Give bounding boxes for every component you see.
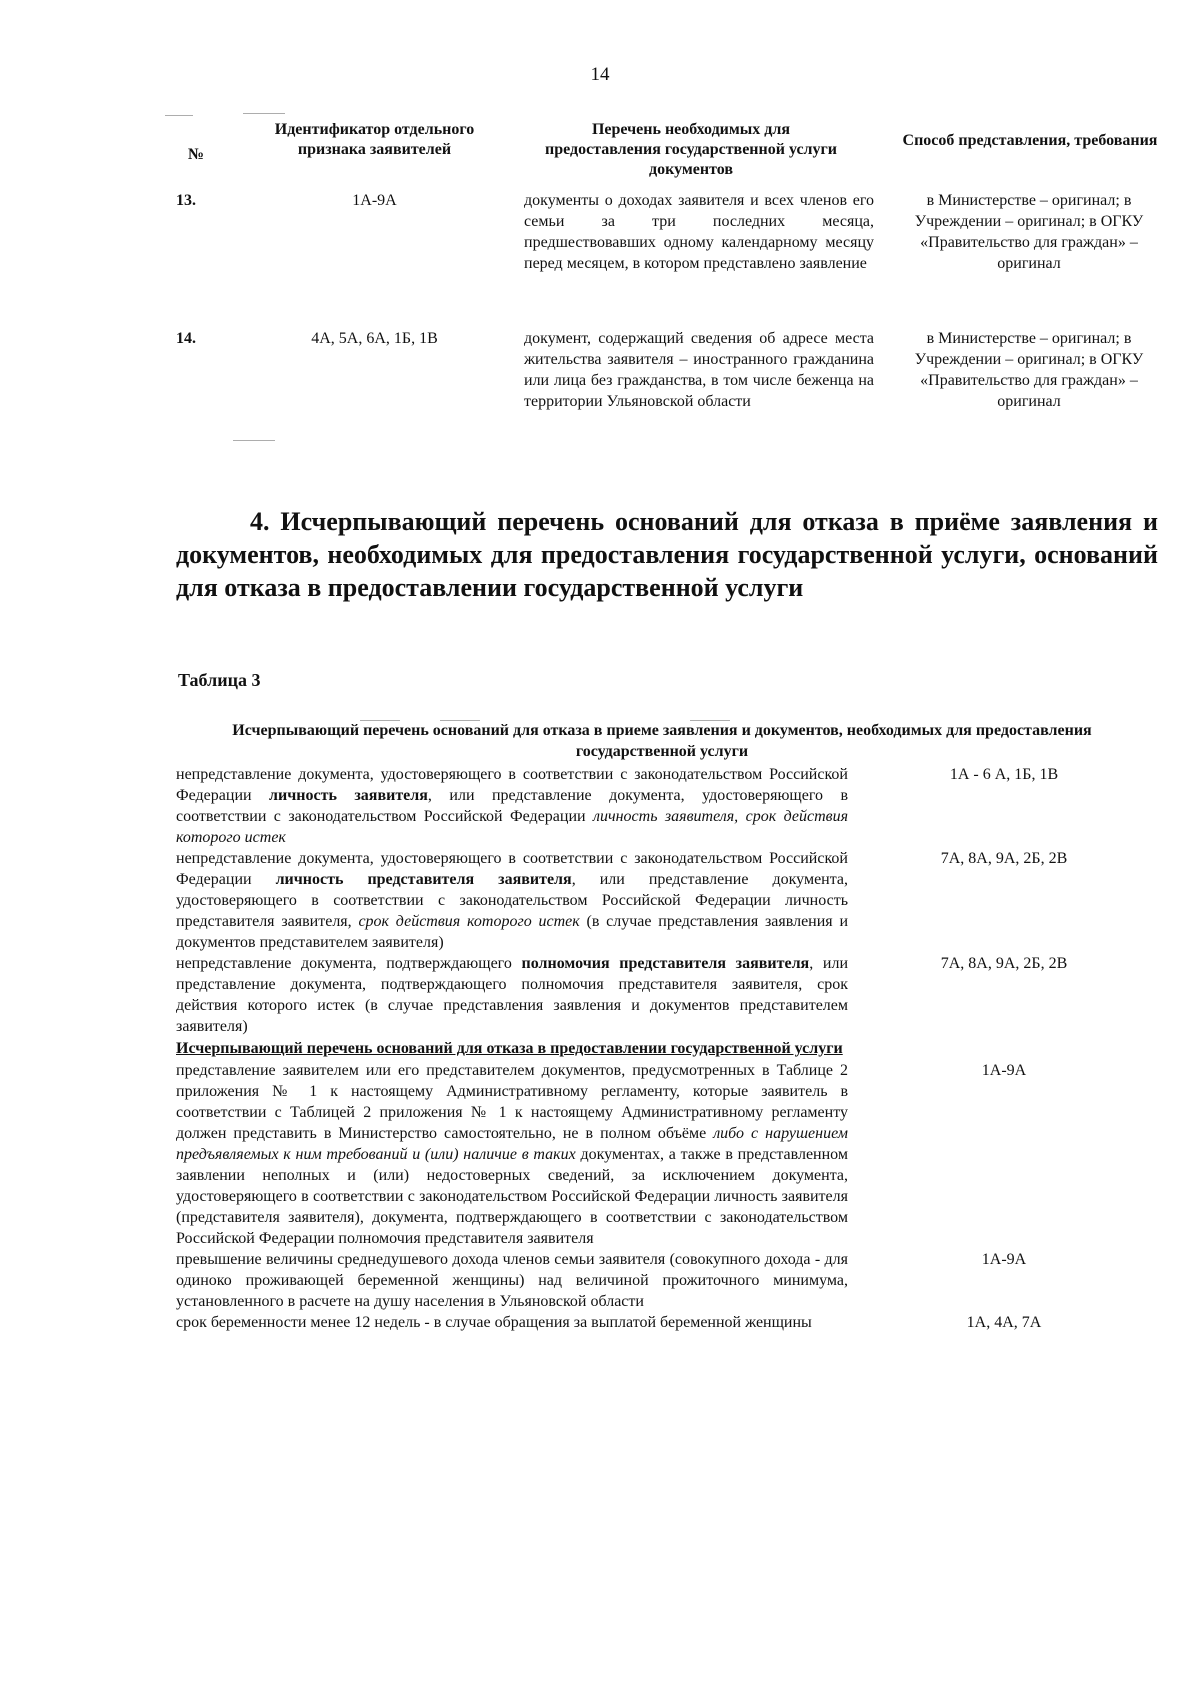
reason-text-part: непредставление документа, удостоверяющего в соответствии с законодательством Российской Федерации [176, 766, 848, 804]
table-label: Таблица 3 [178, 670, 261, 690]
applicant-codes: 1А, 4А, 7А [966, 1314, 1042, 1331]
table-row [176, 1249, 1176, 1312]
row-method: в Министерстве – оригинал; в Учреждении – оригинал; в ОГКУ «Правительство для граждан» – оригинал [914, 330, 1144, 410]
col-header-number: № [187, 146, 205, 163]
row-method: в Министерстве – оригинал; в Учреждении – оригинал; в ОГКУ «Правительство для граждан» – оригинал [914, 192, 1144, 272]
reason-text [176, 764, 848, 848]
reason-text [176, 953, 848, 1037]
reason-text-part: (в случае представления заявления и документов представителем заявителя) [176, 913, 848, 951]
row-number: 14. [176, 330, 196, 347]
row-identifier: 1А-9А [352, 192, 397, 209]
reason-text-part: непредставление документа, подтверждающего [176, 955, 522, 972]
applicant-codes: 1А-9А [981, 1251, 1027, 1268]
row-document: документ, содержащий сведения об адресе места жительства заявителя – иностранного гражданина или лица без гражданства, в том числе беженца на территории Ульяновской области [524, 330, 874, 410]
table-row [176, 1312, 1176, 1333]
reason-text-part: личность заявителя, срок действия которого истек [176, 808, 849, 846]
refusal-reasons-provision [176, 1060, 1176, 1333]
scan-artifact [165, 115, 193, 116]
applicant-codes: 1А - 6 А, 1Б, 1В [949, 766, 1059, 783]
scan-artifact [233, 440, 275, 441]
table-row [176, 848, 1176, 953]
reason-text-part: личность заявителя [269, 787, 428, 804]
reason-text-part: срок действия которого истек [358, 913, 580, 930]
table-row [176, 1060, 1176, 1249]
reason-text-part: , или представление документа, подтверждающего полномочия представителя заявителя, срок действия которого истек (в случае представления заявления и документов представителем заявителя) [176, 955, 849, 1035]
row-number: 13. [176, 192, 196, 209]
reason-text [176, 1249, 848, 1312]
reason-text-part: либо с нарушением предъявляемых к ним требований и (или) наличие в таких [176, 1125, 848, 1163]
col-header-documents: Перечень необходимых для предоставления государственной услуги документов [544, 121, 838, 178]
section-heading: 4. Исчерпывающий перечень оснований для отказа в приёме заявления и документов, необходимых для предоставления государственной услуги, оснований для отказа в предоставлении государственной услуги [176, 507, 1158, 602]
reason-text-part: , или представление документа, удостоверяющего в соответствии с законодательством Российской Федерации личность представителя заявителя, [176, 871, 849, 930]
reason-text [176, 1312, 848, 1333]
subheading-refusal-provision: Исчерпывающий перечень оснований для отказа в предоставлении государственной услуги [176, 1040, 843, 1057]
refusal-reasons-reception [176, 764, 1176, 1037]
reason-text-part: срок беременности менее 12 недель - в случае обращения за выплатой беременной женщины [176, 1314, 812, 1331]
applicant-codes: 1А-9А [981, 1062, 1027, 1079]
applicant-codes: 7А, 8А, 9А, 2Б, 2В [940, 850, 1068, 867]
table-row [176, 764, 1176, 848]
row-document: документы о доходах заявителя и всех членов его семьи за три последних месяца, предшествовавших одному календарному месяцу перед месяцем, в котором представлено заявление [524, 192, 874, 272]
col-header-identifier: Идентификатор отдельного признака заявителей [274, 121, 475, 158]
reason-text-part: представление заявителем или его представителем документов, предусмотренных в Таблице 2 приложения № 1 к настоящему Административному регламенту, которые заявитель в соответствии с Таблицей 2 приложения № 1 к настоящему Административному регламенту должен представить в Министерство самостоятельно, не в полном объёме [176, 1062, 848, 1142]
applicant-codes: 7А, 8А, 9А, 2Б, 2В [940, 955, 1068, 972]
row-identifier: 4А, 5А, 6А, 1Б, 1В [311, 330, 438, 347]
reason-text [176, 848, 848, 953]
reason-text-part: полномочия представителя заявителя [521, 955, 810, 972]
table-row [176, 953, 1176, 1037]
reason-text-part: личность представителя заявителя [275, 871, 572, 888]
reason-text [176, 1060, 848, 1249]
reason-text-part: превышение величины среднедушевого дохода членов семьи заявителя (совокупного дохода - для одиноко проживающей беременной женщины) над величиной прожиточного минимума, установленного в расчете на душу населения в Ульяновской области [176, 1251, 848, 1310]
scan-artifact [243, 113, 285, 114]
col-header-method: Способ представления, требования [902, 132, 1158, 149]
reason-text-part: непредставление документа, удостоверяющего в соответствии с законодательством Российской Федерации [176, 850, 848, 888]
table-caption: Исчерпывающий перечень оснований для отказа в приеме заявления и документов, необходимых для предоставления государственной услуги [232, 722, 1092, 760]
reason-text-part: документах, а также в представленном заявлении неполных и (или) недостоверных сведений, за исключением документа, удостоверяющего в соответствии с законодательством Российской Федерации личность заявителя (представителя заявителя), документа, подтверждающего в соответствии с законодательством Российской Федерации полномочия представителя заявителя [176, 1146, 848, 1247]
reason-text-part: , или представление документа, удостоверяющего в соответствии с законодательством Российской Федерации [176, 787, 849, 825]
page-number: 14 [590, 64, 610, 85]
